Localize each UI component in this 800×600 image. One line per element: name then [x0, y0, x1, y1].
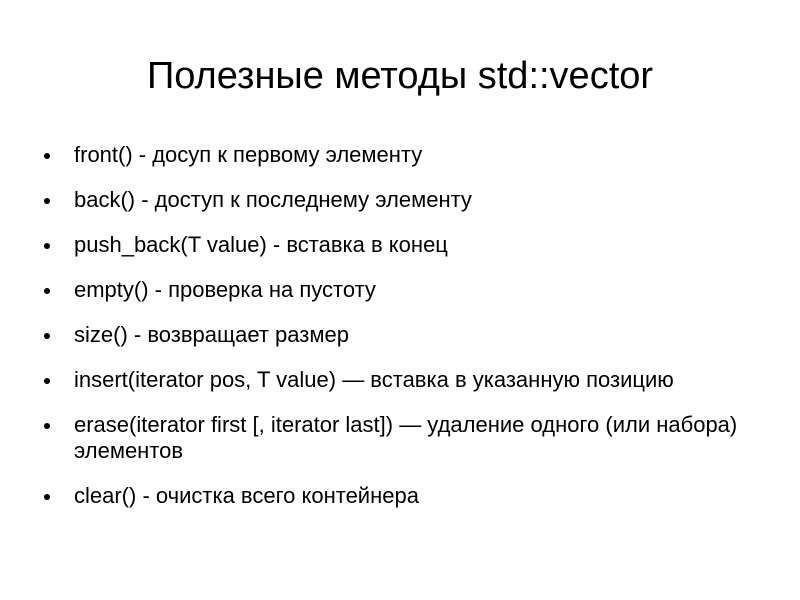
bullet-text: back() - доступ к последнему элементу	[74, 187, 472, 212]
bullet-text: insert(iterator pos, T value) — вставка в указанную позицию	[74, 367, 674, 392]
bullet-item	[44, 187, 784, 213]
bullet-dot-icon	[44, 153, 50, 159]
bullet-dot-icon	[44, 333, 50, 339]
bullet-list	[44, 142, 784, 528]
bullet-item	[44, 367, 784, 393]
bullet-text: empty() - проверка на пустоту	[74, 277, 376, 302]
bullet-dot-icon	[44, 423, 50, 429]
slide-title: Полезные методы std::vector	[146, 55, 654, 97]
bullet-item	[44, 483, 784, 509]
bullet-text: erase(iterator first [, iterator last]) — удаление одного (или набора) элементов	[74, 412, 738, 463]
bullet-text: push_back(T value) - вставка в конец	[74, 232, 448, 257]
bullet-text: clear() - очистка всего контейнера	[74, 483, 419, 508]
bullet-item	[44, 277, 784, 303]
bullet-text: front() - досуп к первому элементу	[74, 142, 423, 167]
bullet-dot-icon	[44, 378, 50, 384]
bullet-item	[44, 232, 784, 258]
bullet-dot-icon	[44, 243, 50, 249]
bullet-item	[44, 412, 784, 464]
bullet-dot-icon	[44, 198, 50, 204]
bullet-dot-icon	[44, 288, 50, 294]
bullet-item	[44, 142, 784, 168]
bullet-item	[44, 322, 784, 348]
bullet-text: size() - возвращает размер	[74, 322, 349, 347]
bullet-dot-icon	[44, 494, 50, 500]
